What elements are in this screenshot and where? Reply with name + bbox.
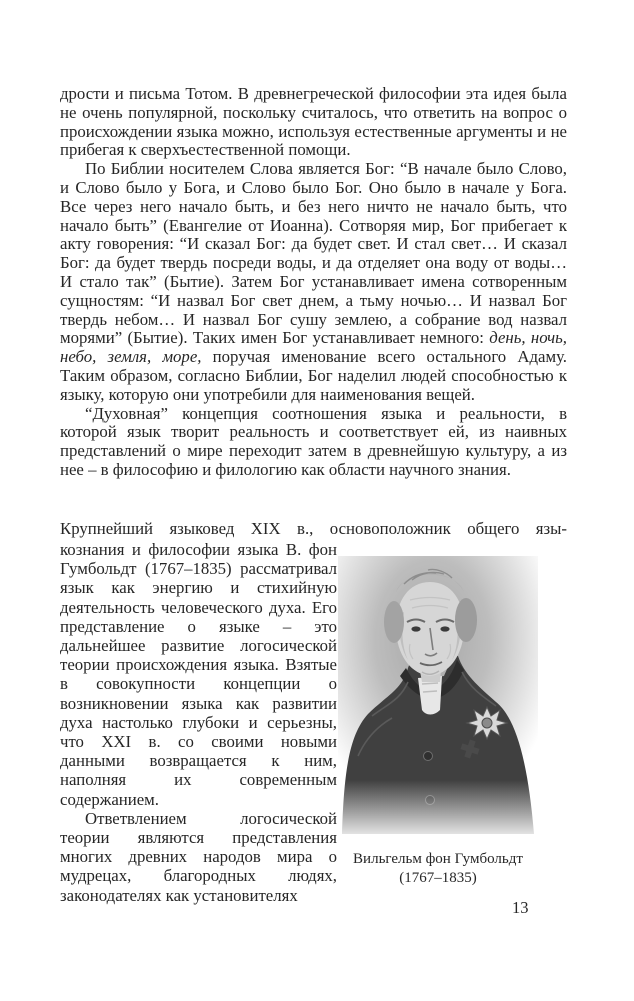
paragraph: “Духовная” концепция соотношения языка и реальности, в которой язык творит реальность и соответствует ей, из наивных представлений о мире переходит затем в древнейшую культуру, а из нее – в философию и филологию как области научного знания. <box>60 403 567 479</box>
text-wrap-column <box>60 540 337 905</box>
paragraph: Ответвлением логосической теории являются представления многих древних народов мира о мудрецах, благородных людях, законодателях как установителях <box>60 808 337 905</box>
paragraph: дрости и письма Тотом. В древнегреческой философии эта идея была не очень популярной, поскольку считалось, что ответить на вопрос о происхождении языка можно, используя естественные аргументы и не прибегая к сверхъестественной помощи. <box>60 85 567 160</box>
paragraph-first-line: Крупнейший языковед XIX в., основоположник общего язы- <box>60 519 567 538</box>
page-number: 13 <box>512 898 529 917</box>
figure-caption <box>338 850 538 888</box>
paragraph: кознания и философии языка В. фон Гумбольдт (1767–1835) рассматривал язык как энергию и стихийную деятельность человеческого духа. Его представление о языке – это дальнейшее развитие логосической теории происхождения языка. Взятые в совокупности концепции о возникновении языка как развитии духа настолько глубоки и серьезны, что XXI в. со своими новыми данными возвращается к ним, наполняя их современным содержанием. <box>60 540 337 809</box>
article-text <box>60 85 567 480</box>
figure-caption-line1: Вильгельм фон Гумбольдт <box>353 851 523 867</box>
humboldt-portrait-figure <box>338 556 538 888</box>
figure-caption-line2: (1767–1835) <box>399 870 477 886</box>
humboldt-portrait-image <box>338 556 538 834</box>
paragraph: По Библии носителем Слова является Бог: “В начале было Слово, и Слово было у Бога, и Слово было Бог. Оно было в начале у Бога. Все через него начало быть, и без него ничто не начало быть, что начало быть” (Евангелие от Иоанна). Сотворяя мир, Бог прибегает к акту говорения: “И сказал Бог: да будет свет. И стал свет… И сказал Бог: да будет твердь посреди воды, и да отделяет она воду от воды… И стало так” (Бытие). Затем Бог устанавливает имена сотворенным сущностям: “И назвал Бог свет днем, а тьму ночью… И назвал Бог твердь небом… И назвал Бог сушу землею, а собрание вод назвал морями” (Бытие). Таких имен Бог устанавливает немного: день, ночь, небо, земля, море, поручая именование всего остального Адаму. Таким образом, согласно Библии, Бог наделил людей способностью к языку, которую они употребили для наименования вещей. <box>60 159 567 404</box>
italic-terms: день, ночь, небо, земля, море, <box>60 328 567 367</box>
